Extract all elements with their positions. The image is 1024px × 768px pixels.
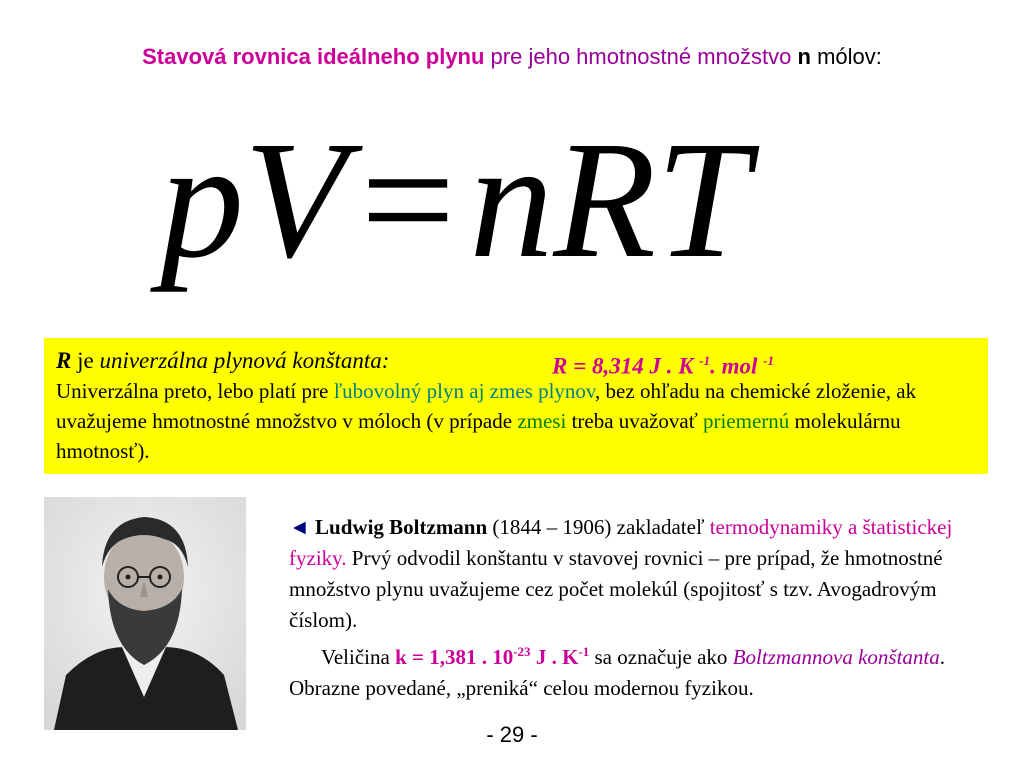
bio-s2b: sa označuje ako [589, 645, 733, 669]
page-number: - 29 - [486, 722, 538, 747]
expl-text-1: Univerzálna preto, lebo platí pre [56, 379, 334, 403]
boltzmann-portrait [44, 497, 246, 730]
expl-text-5: treba uvažovať [566, 409, 703, 433]
gas-constant-box [44, 338, 988, 474]
bio-sentence-1: Prvý odvodil konštantu v stavovej rovnici – pre prípad, že hmotnostné množstvo plynu uvažujeme cez počet molekúl (spojitosť s tzv. Avogadrovým číslom). [289, 546, 943, 632]
boltzmann-name: Ludwig Boltzmann [315, 515, 488, 539]
je-text: je [71, 348, 100, 373]
expl-text-3: , bez ohľadu na chemické zloženie, ak uvažujeme hmotnostné množstvo v móloch (v prípade [56, 379, 917, 433]
expl-text-7: molekulárnu hmotnosť). [56, 409, 901, 463]
title-main: Stavová rovnica ideálneho plynu [142, 44, 485, 69]
constant-value [552, 346, 774, 382]
ideal-gas-equation [160, 100, 880, 300]
formula-equals: = [360, 107, 456, 293]
title-rest: pre jeho hmotnostné množstvo [484, 44, 798, 69]
left-arrow-icon: ◄ [289, 515, 316, 539]
r-symbol: R [56, 348, 72, 373]
expl-average: priemernú [702, 409, 790, 433]
k-unit: J . K [530, 645, 579, 669]
slide-title [0, 44, 1024, 70]
boltzmann-constant-term: Boltzmannova konštanta [732, 645, 940, 669]
r-value-mid: . mol [710, 353, 764, 379]
bio-s2c: . Obrazne povedané, „preniká“ celou modernou fyzikou. [289, 645, 946, 700]
r-value-sup2: -1 [763, 353, 775, 368]
bio-years: (1844 – 1906) zakladateľ [487, 515, 710, 539]
constant-explanation [56, 376, 976, 466]
bio-s2a: Veličina [321, 645, 396, 669]
k-sup: -23 [513, 644, 531, 659]
constant-label: univerzálna plynová konštanta: [99, 348, 390, 373]
constant-heading [56, 346, 976, 376]
bio-field: termodynamiky a štatistickej fyziky. [289, 515, 953, 570]
formula-rhs: nRT [469, 107, 750, 293]
title-end: mólov: [810, 44, 882, 69]
k-text: k = 1,381 . 10 [395, 645, 514, 669]
expl-any-gas: ľubovolný plyn aj zmes plynov [333, 379, 596, 403]
r-value-sup1: -1 [699, 353, 711, 368]
r-value-text: R = 8,314 J . K [552, 353, 700, 379]
formula-lhs: pV [160, 107, 347, 293]
expl-mixture: zmesi [517, 409, 567, 433]
k-value [395, 645, 589, 669]
title-n: n [797, 44, 811, 69]
boltzmann-bio [289, 512, 989, 704]
k-unit-sup: -1 [578, 644, 590, 659]
